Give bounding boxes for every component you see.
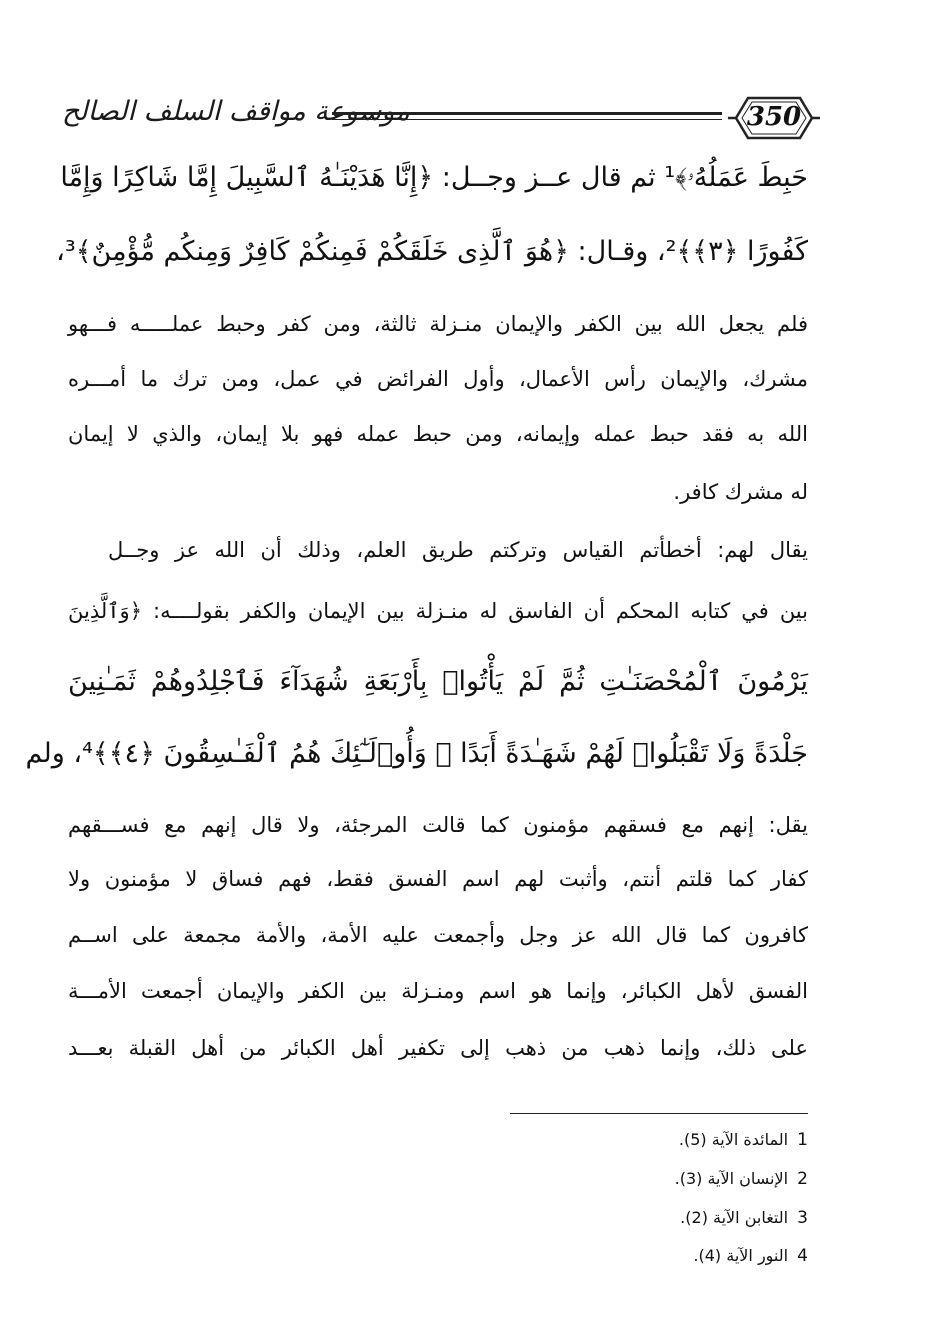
text-line: يقال لهم: أخطأتم القياس وتركتم طريق العلم، وذلك أن الله عز وجــل [108, 538, 808, 562]
footnote-text: المائدة الآية (5). [678, 1130, 789, 1149]
text-line: يقل: إنهم مع فسقهم مؤمنون كما قالت المرجئة، ولا قال إنهم مع فســـقهم [68, 813, 808, 837]
text-line: له مشرك كافر. [673, 480, 808, 504]
footnote [675, 1169, 808, 1189]
text-line: كفار كما قلتم أنتم، وأثبت لهم اسم الفسق فقط، فهم فساق لا مؤمنون ولا [68, 867, 808, 891]
footnote-number: 4 [797, 1246, 808, 1266]
text-line: كَفُورًا ﴿٣﴾﴾²، وقـال: ﴿هُوَ ٱلَّذِى خَلَقَكُمْ فَمِنكُمْ كَافِرٌ وَمِنكُم مُّؤْمِنٌ﴾³، [56, 236, 808, 267]
footnote-number: 3 [797, 1208, 808, 1228]
page-number: 350 [746, 102, 802, 132]
footnote [693, 1246, 808, 1266]
text-line: الله به فقد حبط عمله وإيمانه، ومن حبط عمله فهو بلا إيمان، والذي لا إيمان [68, 422, 808, 446]
header-rule [332, 112, 722, 115]
footnote [679, 1130, 808, 1150]
page-number-badge [726, 92, 822, 144]
footnote-text: الإنسان الآية (3). [674, 1169, 789, 1188]
text-line: بين في كتابه المحكم أن الفاسق له منـزلة بين الإيمان والكفر بقولــــه: ﴿وَٱلَّذِينَ [68, 599, 808, 623]
text-line: مشرك، والإيمان رأس الأعمال، وأول الفرائض في عمل، ومن ترك ما أمـــره [68, 367, 808, 391]
footnote-text: التغابن الآية (2). [680, 1208, 789, 1227]
text-line: الفسق لأهل الكبائر، وإنما هو اسم ومنـزلة بين الكفر والإيمان أجمعت الأمـــة [68, 979, 808, 1003]
text-line: يَرْمُونَ ٱلْمُحْصَنَـٰتِ ثُمَّ لَمْ يَأْتُوا۟ بِأَرْبَعَةِ شُهَدَآءَ فَٱجْلِدُوهُمْ ثَمَـٰنِينَ [68, 666, 808, 697]
running-header [62, 88, 822, 150]
text-line: كافرون كما قال الله عز وجل وأجمعت عليه الأمة، والأمة مجمعة على اســم [68, 923, 808, 947]
text-line: حَبِطَ عَمَلُهُۥ﴾¹ ثم قال عــز وجــل: ﴿إِنَّا هَدَيْنَـٰهُ ٱلسَّبِيلَ إِمَّا شَاكِرًا وَإِمَّا [60, 162, 808, 193]
text-line: فلم يجعل الله بين الكفر والإيمان منـزلة ثالثة، ومن كفر وحبط عملـــــه فـــهو [68, 312, 808, 336]
footnote-number: 2 [797, 1169, 808, 1189]
text-line: على ذلك، وإنما ذهب من ذهب إلى تكفير أهل الكبائر من أهل القبلة بعـــد [68, 1036, 808, 1060]
footnote-separator [510, 1113, 808, 1114]
footnote [680, 1208, 808, 1228]
book-title: موسوعة مواقف السلف الصالح [62, 96, 410, 127]
header-rule-thin [332, 119, 722, 120]
footnote-text: النور الآية (4). [693, 1246, 789, 1265]
footnote-number: 1 [797, 1130, 808, 1150]
text-line: جَلْدَةً وَلَا تَقْبَلُوا۟ لَهُمْ شَهَـٰدَةً أَبَدًا ۚ وَأُو۟لَـٰٓئِكَ هُمُ ٱلْفَـٰسِقُونَ ﴿٤﴾﴾⁴، ولم [25, 738, 808, 769]
